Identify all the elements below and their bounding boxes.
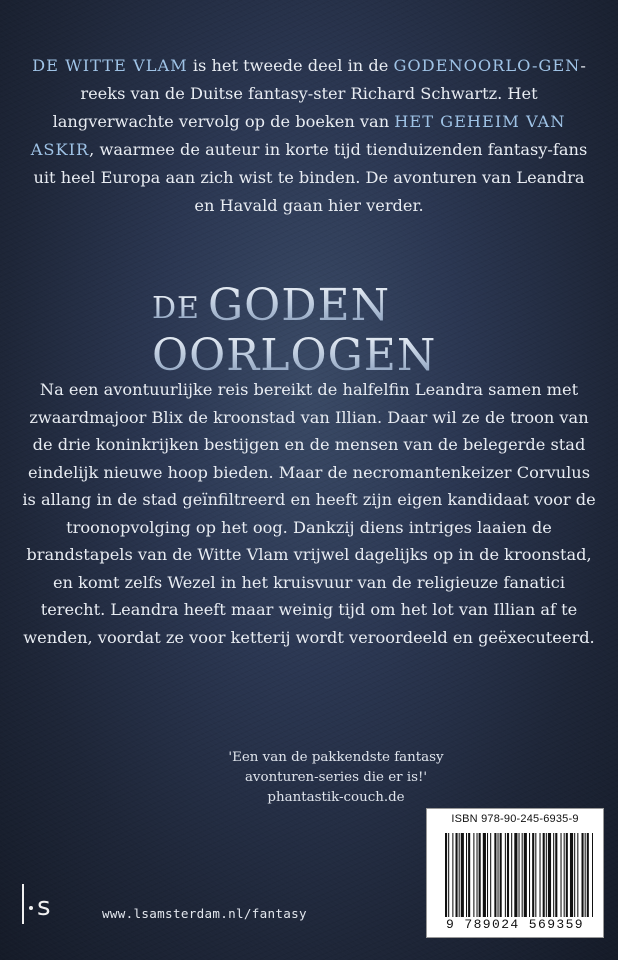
title-de-witte-vlam: DE WITTE VLAM	[32, 56, 188, 75]
barcode-bar	[582, 833, 584, 917]
barcode-bar	[574, 833, 575, 917]
series-name: GODENOORLO-GEN	[393, 56, 581, 75]
book-description: Na een avontuurlijke reis bereikt de halfelfin Leandra samen met zwaardmajoor Blix de kroonstad van Illian. Daar wil ze de troon van de drie koninkrijken bestijgen en de mensen van de belegerde stad eindelijk nieuwe hoop bieden. Maar de necromantenkeizer Corvulus is allang in de stad geïnfiltreerd en heeft zijn eigen kandidaat voor de troonopvolging op het oog. Dankzij diens intriges laaien de brandstapels van de Witte Vlam vrijwel dagelijks op in de kroonstad, en komt zelfs Wezel in het kruisvuur van de religieuze fanatici terecht. Leandra heeft maar weinig tijd om het lot van Illian af te wenden, voordat ze voor ketterij wordt veroordeeld en geëxecuteerd.	[22, 380, 596, 647]
barcode-bar	[500, 833, 502, 917]
barcode-bar	[570, 833, 573, 917]
barcode-bar	[546, 833, 547, 917]
intro-text-1: is het tweede deel in de	[187, 56, 394, 75]
barcode-bar	[490, 833, 491, 917]
series-logo	[140, 270, 480, 380]
barcode-bar	[587, 833, 589, 917]
quote-line-1: 'Een van de pakkendste fantasy	[228, 750, 444, 765]
barcode-bar	[468, 833, 470, 917]
barcode-bar	[498, 833, 499, 917]
barcode-bar	[459, 833, 460, 917]
quote-source: phantastik-couch.de	[267, 790, 405, 805]
barcode-bar	[452, 833, 453, 917]
barcode-bar	[514, 833, 517, 917]
barcode-bar	[507, 833, 509, 917]
barcode-bar	[479, 833, 481, 917]
barcode-bar	[519, 833, 520, 917]
barcode-bar	[577, 833, 578, 917]
barcode-bar	[566, 833, 568, 917]
barcode-bar	[524, 833, 527, 917]
intro-blurb	[28, 52, 590, 220]
barcode-bar	[529, 833, 530, 917]
barcode-bar	[456, 833, 458, 917]
publisher-logo	[22, 884, 82, 924]
intro-text-3: , waarmee de auteur in korte tijd tienduizenden fantasy-fans uit heel Europa aan zich wist te binden. De avonturen van Leandra en Havald gaan hier verder.	[33, 140, 588, 215]
series-logo-graphic	[140, 270, 480, 380]
barcode-bar	[448, 833, 449, 917]
barcode-bar	[483, 833, 486, 917]
barcode-bar	[553, 833, 554, 917]
logo-oorlogen: OORLOGEN	[152, 330, 437, 380]
review-quote	[186, 748, 486, 808]
barcode-bar	[535, 833, 536, 917]
barcode-bar	[511, 833, 512, 917]
barcode-bar	[564, 833, 565, 917]
barcode-bar	[487, 833, 488, 917]
barcode-bar	[532, 833, 534, 917]
barcode-bar	[505, 833, 506, 917]
barcode-bar	[555, 833, 557, 917]
barcode-number: 9 789024 569359	[445, 917, 585, 932]
barcode-bar	[445, 833, 447, 917]
barcode-bar	[522, 833, 523, 917]
quote-line-2: avonturen-series die er is!'	[244, 770, 428, 785]
barcode-bar	[473, 833, 474, 917]
barcode-bar	[592, 833, 593, 917]
publisher-logo-letter: s	[37, 892, 51, 922]
barcode-label	[426, 808, 604, 938]
logo-de: DE	[152, 291, 200, 326]
publisher-logo-bar	[22, 884, 24, 924]
logo-goden: GODEN	[208, 280, 391, 331]
isbn-text: ISBN 978-90-245-6935-9	[451, 813, 579, 825]
publisher-url: www.lsamsterdam.nl/fantasy	[102, 906, 307, 921]
intro-text-2: -reeks van de Duitse fantasy-ster Richard Schwartz. Het langverwachte vervolg op de boeken van	[52, 56, 586, 131]
barcode-bar	[461, 833, 464, 917]
barcode-bar	[585, 833, 586, 917]
barcode-bar	[543, 833, 545, 917]
barcode-bar	[561, 833, 562, 917]
publisher-logo-dot	[29, 906, 33, 910]
barcode-bar	[466, 833, 467, 917]
barcode-bars	[445, 833, 593, 917]
barcode-bar	[477, 833, 478, 917]
series-het-geheim-van-askir: HET GEHEIM VAN ASKIR	[30, 112, 566, 159]
barcode-bar	[494, 833, 496, 917]
barcode-bar	[540, 833, 541, 917]
barcode-bar	[548, 833, 551, 917]
